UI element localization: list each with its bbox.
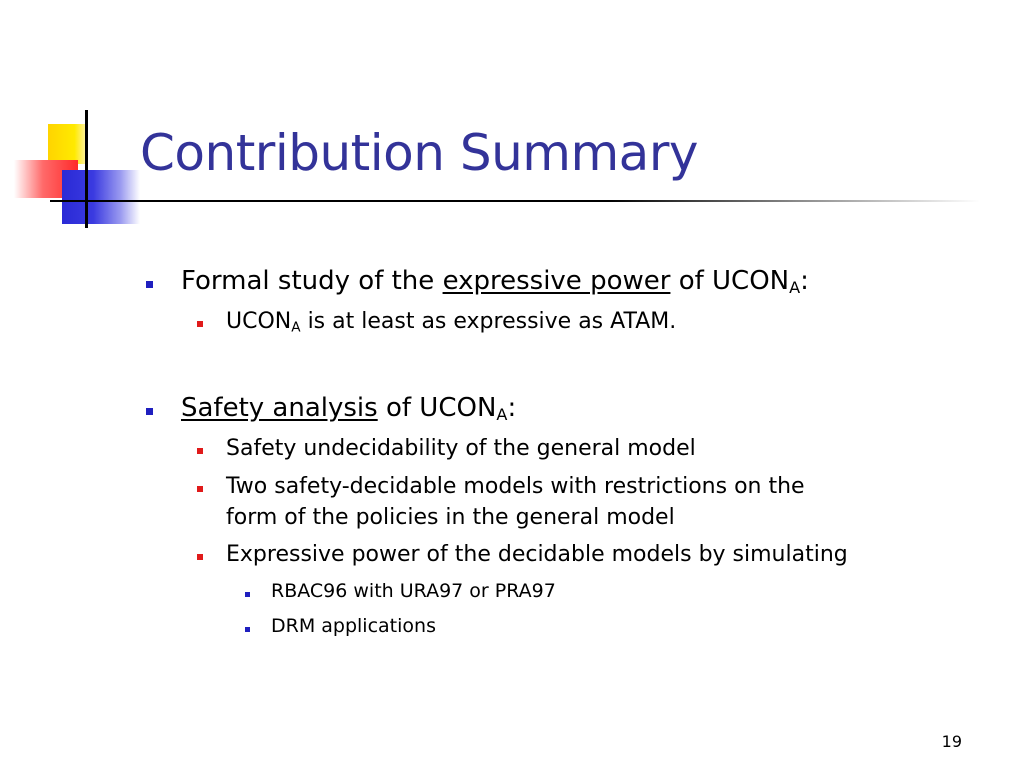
bullet-square-icon (197, 486, 203, 492)
bullet-level3-item: RBAC96 with URA97 or PRA97 (271, 580, 556, 602)
logo-blue-square (62, 170, 140, 224)
bullet-square-icon (245, 627, 250, 632)
bullet-square-icon (197, 321, 203, 327)
bullet-square-icon (197, 554, 203, 560)
title-underline-rule (50, 200, 980, 202)
bullet-square-icon (245, 592, 250, 597)
bullet-level3-item: DRM applications (271, 615, 436, 637)
bullet-square-icon (146, 281, 153, 288)
bullet-level2-item: Safety undecidability of the general model (226, 436, 696, 461)
logo-yellow-square (48, 124, 86, 164)
bullet-square-icon (146, 408, 153, 415)
safety-analysis-link[interactable]: Safety analysis (181, 393, 378, 423)
slide-number: 19 (941, 732, 962, 751)
slide-title: Contribution Summary (140, 124, 698, 182)
bullet-level2-item: $UCON_A$ is at least as expressive as ATAM. (226, 309, 677, 336)
bullet-level2-item: Two safety-decidable models with restrictions on the (226, 474, 805, 499)
bullet-level2-item: Expressive power of the decidable models by simulating (226, 542, 848, 567)
bullet-level1-item: Safety analysis of $UCON_A$: (181, 393, 517, 425)
logo-vertical-line (85, 110, 88, 228)
bullet-level1-item: Formal study of the expressive power of $UCON_A$: (181, 266, 809, 298)
expressive-power-link[interactable]: expressive power (442, 266, 671, 296)
bullet-square-icon (197, 448, 203, 454)
bullet-level2-item-continuation: form of the policies in the general model (226, 505, 675, 530)
